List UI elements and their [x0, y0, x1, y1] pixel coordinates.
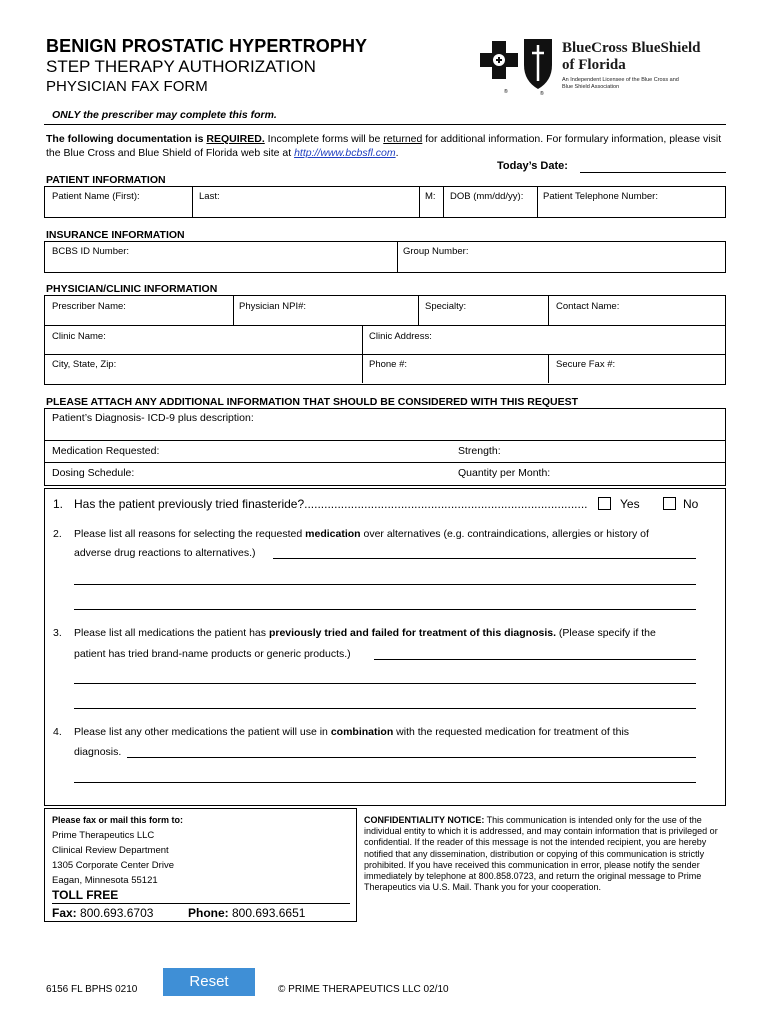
divider: [443, 186, 444, 217]
prescriber-name-field[interactable]: Prescriber Name:: [52, 301, 126, 312]
question-4-text: Please list any other medications the patient will use in combination with the requested medication for treatment of this: [74, 726, 630, 738]
fax-address-line: Prime Therapeutics LLC: [52, 830, 155, 841]
divider: [397, 241, 398, 272]
question-2-answer-line[interactable]: [74, 584, 696, 585]
divider: [419, 186, 420, 217]
divider: [418, 295, 419, 325]
divider: [548, 295, 549, 325]
city-state-zip-field[interactable]: City, State, Zip:: [52, 359, 117, 370]
patient-mi-field[interactable]: M:: [425, 191, 436, 202]
fax-mail-heading: Please fax or mail this form to:: [52, 815, 184, 825]
patient-first-name-field[interactable]: Patient Name (First):: [52, 191, 140, 202]
patient-last-name-field[interactable]: Last:: [199, 191, 220, 202]
header-rule: [44, 124, 726, 125]
physician-info-heading: PHYSICIAN/CLINIC INFORMATION: [46, 283, 218, 295]
insurance-info-heading: INSURANCE INFORMATION: [46, 229, 185, 241]
question-4-continuation: diagnosis.: [74, 746, 122, 758]
question-4-number: 4.: [53, 726, 62, 738]
patient-phone-field[interactable]: Patient Telephone Number:: [543, 191, 658, 202]
form-subtitle: STEP THERAPY AUTHORIZATION: [46, 57, 316, 76]
dosing-schedule-field[interactable]: Dosing Schedule:: [52, 467, 135, 479]
clinic-phone-field[interactable]: Phone #:: [369, 359, 408, 370]
form-code: 6156 FL BPHS 0210: [46, 984, 138, 995]
yes-checkbox[interactable]: [598, 497, 611, 510]
reset-button[interactable]: Reset: [163, 968, 255, 996]
divider: [44, 462, 726, 463]
fax-address-line: Eagan, Minnesota 55121: [52, 875, 158, 886]
medication-requested-field[interactable]: Medication Requested:: [52, 445, 160, 457]
fax-address-line: Clinical Review Department: [52, 845, 169, 856]
patient-info-heading: PATIENT INFORMATION: [46, 174, 166, 186]
divider: [52, 903, 350, 904]
fax-address-line: 1305 Corporate Center Drive: [52, 860, 174, 871]
question-3-number: 3.: [53, 627, 62, 639]
question-3-answer-line[interactable]: [74, 708, 696, 709]
bcbs-logo: [478, 33, 558, 97]
prescriber-only-note: ONLY the prescriber may complete this form.: [52, 109, 277, 121]
clinic-address-field[interactable]: Clinic Address:: [369, 331, 432, 342]
question-2-answer-line[interactable]: [74, 609, 696, 610]
strength-field[interactable]: Strength:: [458, 445, 501, 457]
no-label: No: [683, 497, 699, 511]
question-1-text: Has the patient previously tried finasteride?.....................................................................................: [74, 497, 588, 511]
svg-text:®: ®: [540, 91, 544, 97]
contact-name-field[interactable]: Contact Name:: [556, 301, 620, 312]
logo-name: BlueCross BlueShield: [562, 40, 701, 56]
question-2-answer-line[interactable]: [273, 558, 696, 559]
copyright: © PRIME THERAPEUTICS LLC 02/10: [278, 984, 449, 995]
question-2-continuation: adverse drug reactions to alternatives.): [74, 547, 256, 559]
clinic-name-field[interactable]: Clinic Name:: [52, 331, 106, 342]
question-3-answer-line[interactable]: [74, 683, 696, 684]
form-title: BENIGN PROSTATIC HYPERTROPHY: [46, 36, 368, 56]
divider: [192, 186, 193, 217]
bcbs-id-field[interactable]: BCBS ID Number:: [52, 246, 130, 257]
question-2-text: Please list all reasons for selecting the requested medication over alternatives (e.g. contraindications, allergies or history of: [74, 528, 649, 540]
physician-npi-field[interactable]: Physician NPI#:: [239, 301, 307, 312]
group-number-field[interactable]: Group Number:: [403, 246, 469, 257]
diagnosis-field[interactable]: Patient’s Diagnosis- ICD-9 plus description:: [52, 412, 254, 424]
patient-dob-field[interactable]: DOB (mm/dd/yy):: [450, 191, 524, 202]
insurance-info-box: [44, 241, 726, 273]
question-3-answer-line[interactable]: [374, 659, 696, 660]
yes-label: Yes: [620, 497, 640, 511]
form-type: PHYSICIAN FAX FORM: [46, 78, 208, 95]
attach-info-heading: PLEASE ATTACH ANY ADDITIONAL INFORMATION THAT SHOULD BE CONSIDERED WITH THIS REQUEST: [46, 396, 578, 408]
blue-cross-icon: [480, 41, 518, 79]
question-3-text: Please list all medications the patient has previously tried and failed for treatment of this diagnosis. (Please specify if the: [74, 627, 656, 639]
question-2-number: 2.: [53, 528, 62, 540]
question-3-continuation: patient has tried brand-name products or generic products.): [74, 648, 351, 660]
question-1-number: 1.: [53, 497, 64, 511]
divider: [537, 186, 538, 217]
no-checkbox[interactable]: [663, 497, 676, 510]
todays-date-label: Today’s Date:: [497, 160, 568, 172]
blue-shield-icon: [524, 39, 552, 89]
quantity-per-month-field[interactable]: Quantity per Month:: [458, 467, 551, 479]
specialty-field[interactable]: Specialty:: [425, 301, 467, 312]
question-4-answer-line[interactable]: [74, 782, 696, 783]
divider: [548, 354, 549, 383]
required-notice: The following documentation is REQUIRED. Incomplete forms will be returned for additional information. For formulary information, please visit the Blue Cross and Blue Shield of Florida web site at http://www.bcbsfl.com.: [46, 133, 722, 159]
secure-fax-field[interactable]: Secure Fax #:: [556, 359, 616, 370]
toll-free-fax: Fax: 800.693.6703: [52, 906, 154, 920]
toll-free-label: TOLL FREE: [52, 888, 119, 902]
logo-region: of Florida: [562, 57, 626, 73]
divider: [44, 325, 726, 326]
divider: [233, 295, 234, 325]
divider: [44, 354, 726, 355]
confidentiality-notice: CONFIDENTIALITY NOTICE: This communication is intended only for the use of the individual entity to which it is addressed, and may contain information that is privileged or confidential. If the reader of this message is not the intended recipient, you are hereby notified that any dissemination, distribution or copying of this communication is strictly prohibited. If you have received this communication in error, please notify the sender immediately by telephone at 800.858.0723, and return the original message to Prime Therapeutics via U.S. Mail. Thank you for your cooperation.: [364, 815, 718, 893]
divider: [362, 325, 363, 383]
svg-text:®: ®: [504, 89, 508, 95]
todays-date-field[interactable]: [580, 172, 726, 173]
logo-licensee: An Independent Licensee of the Blue Cross and Blue Shield Association: [562, 77, 679, 90]
bcbsfl-link[interactable]: http://www.bcbsfl.com: [294, 147, 396, 159]
toll-free-phone: Phone: 800.693.6651: [188, 906, 306, 920]
question-4-answer-line[interactable]: [127, 757, 696, 758]
divider: [44, 440, 726, 441]
